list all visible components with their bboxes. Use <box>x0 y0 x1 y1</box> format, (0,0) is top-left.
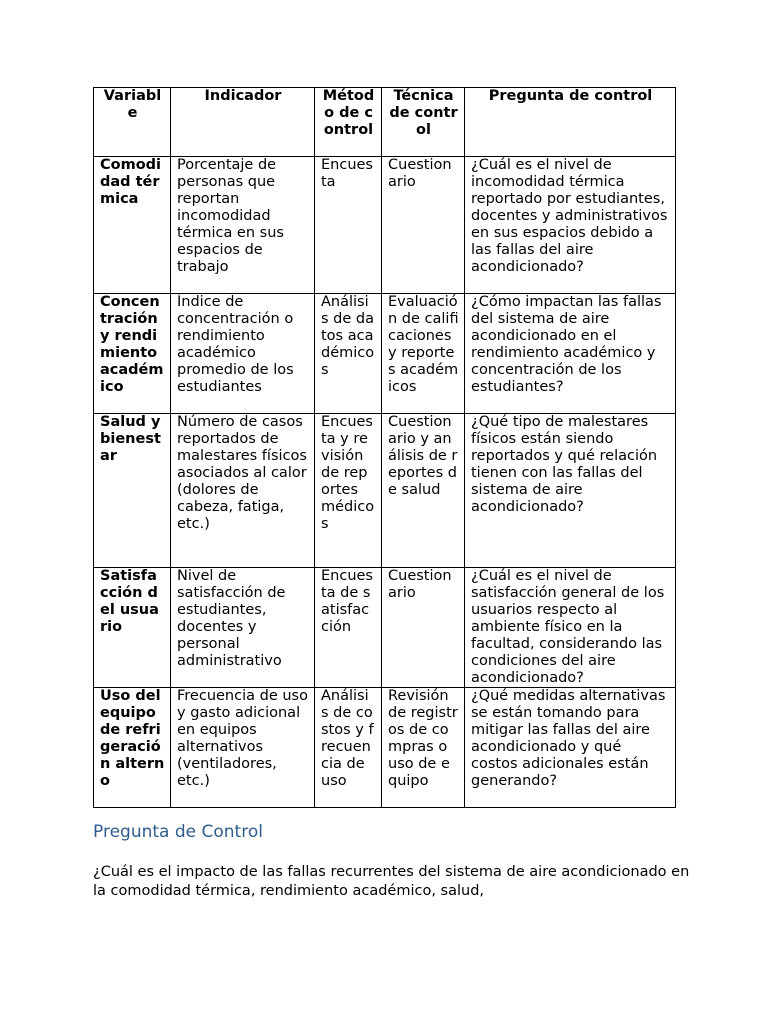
cell-metodo: Análisis de datos académicos <box>315 294 382 414</box>
cell-variable: Uso del equipo de refrigeración alterno <box>94 688 171 808</box>
cell-indicador: Porcentaje de personas que reportan incomodidad térmica en sus espacios de trabajo <box>171 157 315 294</box>
table-row <box>94 157 676 294</box>
cell-variable: Concentración y rendimiento académico <box>94 294 171 414</box>
section-paragraph: ¿Cuál es el impacto de las fallas recurrentes del sistema de aire acondicionado en la comodidad térmica, rendimiento académico, salud, <box>93 864 690 899</box>
cell-indicador: Frecuencia de uso y gasto adicional en equipos alternativos (ventiladores, etc.) <box>171 688 315 808</box>
cell-variable: Comodidad térmica <box>94 157 171 294</box>
table-row <box>94 568 676 688</box>
cell-pregunta: ¿Cuál es el nivel de satisfacción general de los usuarios respecto al ambiente físico en la facultad, considerando las condiciones del aire acondicionado? <box>465 568 676 688</box>
section-heading: Pregunta de Control <box>93 822 263 842</box>
cell-tecnica: Cuestionario y análisis de reportes de salud <box>382 414 465 568</box>
header-indicador: Indicador <box>171 88 315 157</box>
cell-variable: Salud y bienestar <box>94 414 171 568</box>
cell-metodo: Encuesta de satisfacción <box>315 568 382 688</box>
cell-pregunta: ¿Cuál es el nivel de incomodidad térmica reportado por estudiantes, docentes y administrativos en sus espacios debido a las fallas del aire acondicionado? <box>465 157 676 294</box>
cell-metodo: Análisis de costos y frecuencia de uso <box>315 688 382 808</box>
control-table <box>93 87 676 808</box>
cell-indicador: Índice de concentración o rendimiento académico promedio de los estudiantes <box>171 294 315 414</box>
cell-tecnica: Cuestionario <box>382 568 465 688</box>
cell-tecnica: Cuestionario <box>382 157 465 294</box>
cell-variable: Satisfacción del usuario <box>94 568 171 688</box>
cell-tecnica: Evaluación de calificaciones y reportes académicos <box>382 294 465 414</box>
cell-pregunta: ¿Qué tipo de malestares físicos están siendo reportados y qué relación tienen con las fallas del sistema de aire acondicionado? <box>465 414 676 568</box>
table-row <box>94 688 676 808</box>
cell-metodo: Encuesta y revisión de reportes médicos <box>315 414 382 568</box>
table-row <box>94 294 676 414</box>
table-header-row <box>94 88 676 157</box>
cell-metodo: Encuesta <box>315 157 382 294</box>
cell-indicador: Nivel de satisfacción de estudiantes, docentes y personal administrativo <box>171 568 315 688</box>
header-tecnica: Técnica de control <box>382 88 465 157</box>
cell-tecnica: Revisión de registros de compras o uso de equipo <box>382 688 465 808</box>
cell-pregunta: ¿Qué medidas alternativas se están tomando para mitigar las fallas del aire acondicionado y qué costos adicionales están generando? <box>465 688 676 808</box>
cell-pregunta: ¿Cómo impactan las fallas del sistema de aire acondicionado en el rendimiento académico y concentración de los estudiantes? <box>465 294 676 414</box>
header-variable: Variable <box>94 88 171 157</box>
cell-indicador: Número de casos reportados de malestares físicos asociados al calor (dolores de cabeza, fatiga, etc.) <box>171 414 315 568</box>
header-metodo: Método de control <box>315 88 382 157</box>
table-row <box>94 414 676 568</box>
header-pregunta: Pregunta de control <box>465 88 676 157</box>
